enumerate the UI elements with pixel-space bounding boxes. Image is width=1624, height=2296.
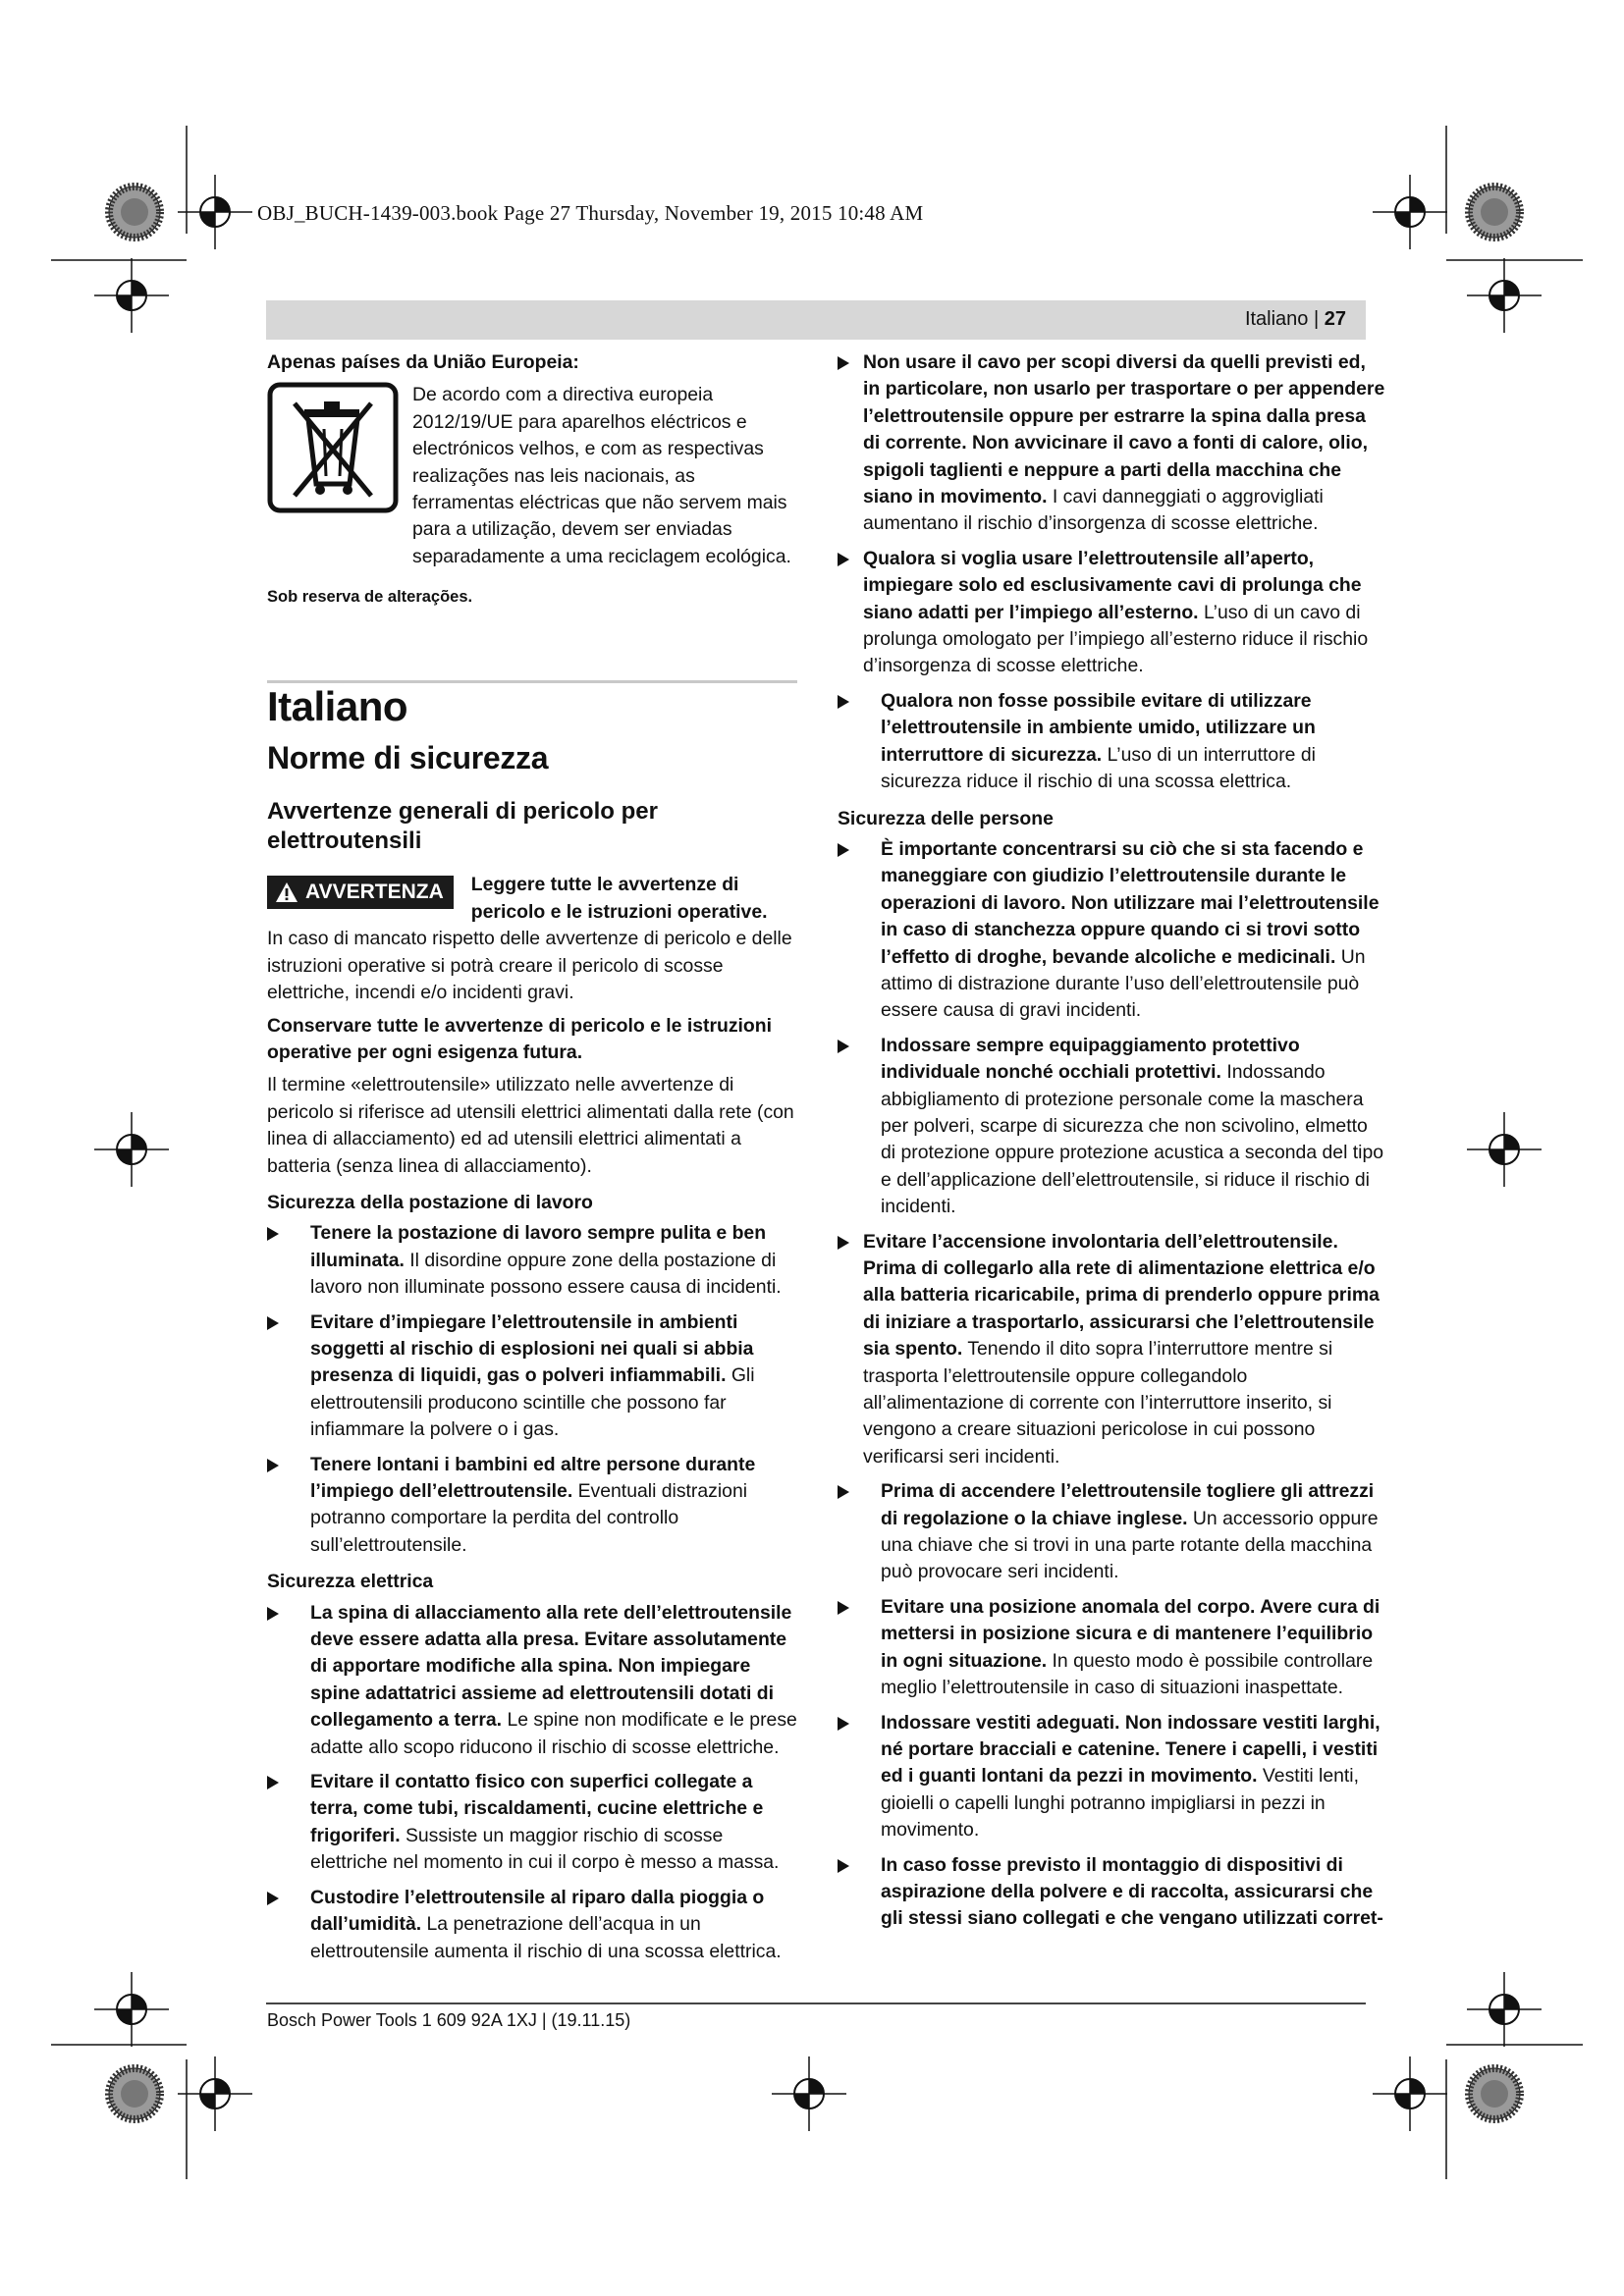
item-lead: Tenere lontani i bambini ed altre persone durante l’impiego dell’elettroutensile. [310,1453,756,1502]
bullet-arrow-icon [838,1859,849,1873]
item-lead: Qualora si voglia usare l’elettroutensile all’aperto, impiegare solo ed esclusivamente cavi di prolunga che siano adatti per l’impiego all’esterno. [863,547,1362,623]
item-text: L’uso di un cavo di prolunga omologato per l’impiego all’esterno riduce il rischio d’insorgenza di scosse elettriche. [863,601,1369,677]
item-lead: Evitare una posizione anomala del corpo. Avere cura di mettersi in posizione sicura e di mantenere l’equilibrio in ogni situazione. [881,1595,1380,1672]
general-warnings-title: Avvertenze generali di pericolo per elettroutensili [267,798,658,855]
header-section: Italiano [1244,308,1309,330]
item-text: Le spine non modificate e le prese adatte allo scopo riducono il rischio di scosse elettriche. [310,1709,797,1758]
page-footer: Bosch Power Tools 1 609 92A 1XJ | (19.11.15) [267,2010,631,2030]
item-text: L’uso di un interruttore di sicurezza riduce il rischio di una scossa elettrica. [881,743,1316,793]
list-item [267,1220,797,1301]
item-lead: La spina di allacciamento alla rete dell’elettroutensile deve essere adatta alla presa. Evitare assolutamente di apportare modifiche alla spina. Non impiegare spine adattatrici assieme ad elettroutensili dotati di collegamento a terra. [310,1601,792,1732]
item-text: Sussiste un maggior rischio di scosse elettriche nel momento in cui il corpo è messo a massa. [310,1824,780,1874]
item-text: In questo modo è possibile controllare meglio l’elettroutensile in caso di situazioni inaspettate. [881,1649,1374,1699]
bullet-arrow-icon [267,1892,279,1905]
running-header [266,300,1366,340]
item-lead: Non usare il cavo per scopi diversi da quelli previsti ed, in particolare, non usarlo per trasportare o per appendere l’elettroutensile oppure per estrarre la spina dalla presa di corrente. Non avvicinare il cavo a fonti di calore, olio, spigoli taglienti e neppure a parti della macchina che siano in movimento. [863,351,1385,508]
left-column [267,349,797,1973]
list-item [267,1452,797,1560]
item-lead: Evitare l’accensione involontaria dell’elettroutensile. Prima di collegarlo alla rete di alimentazione elettrica e/o alla batteria ricaricabile, prima di prenderlo oppure prima di iniziare a trasportarlo, assicurarsi che l’elettroutensile sia spento. [863,1230,1380,1361]
item-lead: Evitare il contatto fisico con superfici collegate a terra, come tubi, riscaldamenti, cucine elettriche e frigoriferi. [310,1771,764,1846]
item-text: Indossando abbigliamento di protezione personale come la maschera per polveri, scarpe di sicurezza che non scivolino, elmetto di protezione oppure protezione acustica a seconda del tipo e dell’applicazione dell’elettroutensile, si riduce il rischio di incidenti. [881,1061,1384,1218]
warning-badge [267,876,454,908]
list-item [267,1309,797,1444]
electric-title: Sicurezza elettrica [267,1571,434,1593]
list-item [838,1594,1387,1702]
footer-divider [266,2002,1366,2004]
eu-directive-text: De acordo com a directiva europeia 2012/19/UE para aparelhos eléctricos e electrónicos velhos, e com as respectivas realizações nas leis nacionais, as ferramentas eléctricas que não servem mais para a utilização, devem ser enviadas separadamente a uma reciclagem ecológica. [412,384,791,567]
bullet-arrow-icon [838,843,849,857]
bullet-arrow-icon [838,1236,849,1250]
warning-lead: Leggere tutte le avvertenze di pericolo e le istruzioni operative. [470,874,768,923]
item-lead: Tenere la postazione di lavoro sempre pulita e ben illuminata. [310,1222,767,1271]
list-item [838,1852,1387,1933]
item-text: Tenendo il dito sopra l’interruttore mentre si trasporta l’elettroutensile oppure collegandolo all’alimentazione di corrente con l’interruttore inserito, si vengono a creare situazioni pericolose in cui possono verificarsi seri incidenti. [863,1338,1333,1468]
workplace-title: Sicurezza della postazione di lavoro [267,1191,593,1213]
header-separator: | [1308,308,1325,330]
item-text: Un accessorio oppure una chiave che si trovi in una parte rotante della macchina può provocare seri incidenti. [881,1507,1379,1583]
weee-block [267,382,797,570]
bullet-arrow-icon [267,1459,279,1472]
list-item [838,546,1387,680]
bullet-arrow-icon [838,553,849,566]
item-lead: Qualora non fosse possibile evitare di utilizzare l’elettroutensile in ambiente umido, utilizzare un interruttore di sicurezza. [881,689,1316,766]
bullet-arrow-icon [267,1776,279,1789]
workplace-list [267,1220,797,1559]
bullet-arrow-icon [838,1485,849,1499]
bullet-arrow-icon [838,356,849,370]
item-lead: Indossare vestiti adeguati. Non indossare vestiti larghi, né portare bracciali e catenine. Tenere i capelli, i vestiti ed i guanti lontani da pezzi in movimento. [881,1711,1380,1788]
crossed-bin-icon [267,382,399,513]
list-item [267,1600,797,1761]
item-text: Il disordine oppure zone della postazione di lavoro non illuminate possono essere causa di incidenti. [310,1249,782,1299]
item-lead: È importante concentrarsi su ciò che si sta facendo e maneggiare con giudizio l’elettroutensile durante le operazioni di lavoro. Non utilizzare mai l’elettroutensile in caso di stanchezza oppure quando ci si trovi sotto l’effetto di droghe, bevande alcoliche e medicinali. [881,837,1380,968]
bullet-arrow-icon [838,1717,849,1731]
warning-block [267,872,797,926]
reserve-note: Sob reserva de alterações. [267,588,473,607]
item-lead: Custodire l’elettroutensile al riparo dalla pioggia o dall’umidità. [310,1886,765,1936]
item-text: Vestiti lenti, gioielli o capelli lunghi potranno impigliarsi in pezzi in movimento. [881,1765,1359,1842]
list-item [267,1769,797,1877]
list-item [838,349,1387,538]
persons-title: Sicurezza delle persone [838,807,1054,829]
item-lead: Prima di accendere l’elettroutensile togliere gli attrezzi di regolazione o la chiave inglese. [881,1480,1375,1529]
bullet-arrow-icon [267,1316,279,1330]
item-text: I cavi danneggiati o aggrovigliati aumentano il rischio d’insorgenza di scosse elettriche. [863,486,1324,535]
safety-title: Norme di sicurezza [267,740,549,776]
item-lead: Indossare sempre equipaggiamento protettivo individuale nonché occhiali protettivi. [881,1034,1300,1084]
bullet-arrow-icon [838,695,849,709]
electric-list-continued [838,349,1387,796]
electric-list [267,1600,797,1965]
list-item [838,1229,1387,1471]
warning-text: In caso di mancato rispetto delle avvertenze di pericolo e delle istruzioni operative si potrà creare il pericolo di scosse elettriche, incendi e/o incidenti gravi. [267,928,792,1004]
bullet-arrow-icon [267,1227,279,1241]
term-definition: Il termine «elettroutensile» utilizzato nelle avvertenze di pericolo si riferisce ad utensili elettrici alimentati dalla rete (con linea di allacciamento) ed ad utensili elettrici alimentati a batteria (senza linea di allacciamento). [267,1074,794,1177]
bullet-arrow-icon [838,1601,849,1615]
right-column [838,349,1387,1941]
item-text: La penetrazione dell’acqua in un elettroutensile aumenta il rischio di una scossa elettrica. [310,1913,782,1962]
book-print-line: OBJ_BUCH-1439-003.book Page 27 Thursday, November 19, 2015 10:48 AM [257,201,924,225]
list-item [838,688,1387,796]
warning-badge-label: AVVERTENZA [305,881,444,904]
item-text: Gli elettroutensili producono scintille che possono far infiammare la polvere o i gas. [310,1364,755,1441]
list-item [838,1478,1387,1586]
item-text: Un attimo di distrazione durante l’uso dell’elettroutensile può essere causa di gravi incidenti. [881,945,1366,1022]
warning-triangle-icon [275,881,298,903]
language-title: Italiano [267,682,408,729]
running-head [1245,308,1346,331]
page-number: 27 [1324,308,1346,330]
keep-instructions: Conservare tutte le avvertenze di pericolo e le istruzioni operative per ogni esigenza futura. [267,1014,773,1063]
list-item [838,1710,1387,1844]
bullet-arrow-icon [267,1607,279,1621]
item-text: Eventuali distrazioni potranno comportare la perdita del controllo sull’elettroutensile. [310,1480,748,1556]
eu-title: Apenas países da União Europeia: [267,351,579,373]
bullet-arrow-icon [838,1040,849,1053]
list-item [267,1885,797,1965]
list-item [838,1033,1387,1221]
item-lead: Evitare d’impiegare l’elettroutensile in ambienti soggetti al rischio di esplosioni nei quali si abbia presenza di liquidi, gas o polveri infiammabili. [310,1310,754,1387]
persons-list [838,836,1387,1933]
item-lead: In caso fosse previsto il montaggio di dispositivi di aspirazione della polvere e di raccolta, assicurarsi che gli stessi siano collegati e che vengano utilizzati corret- [881,1853,1383,1930]
list-item [838,836,1387,1025]
